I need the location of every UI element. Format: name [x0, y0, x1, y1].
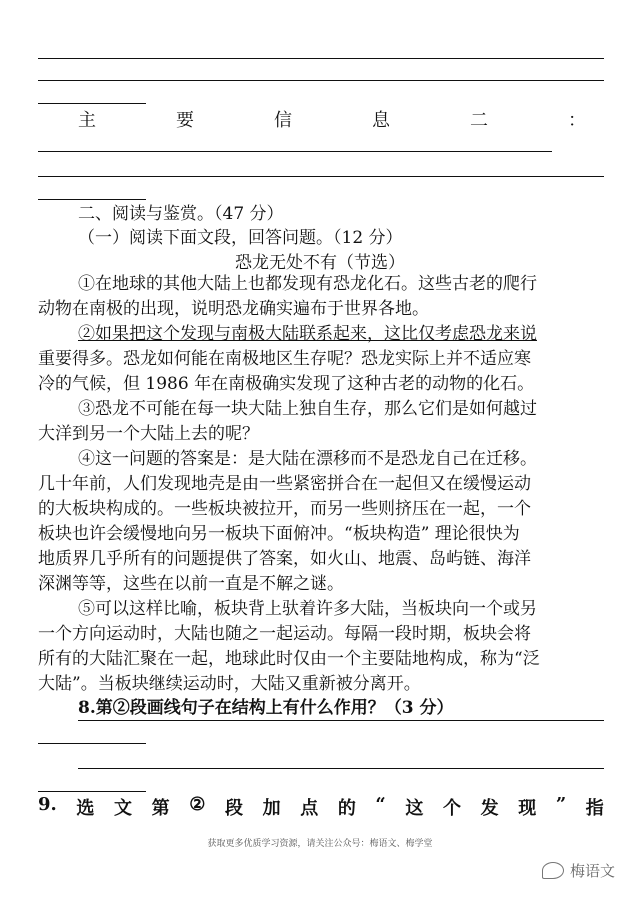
q9-char: 发 — [480, 798, 499, 819]
section-heading: 二、阅读与鉴赏。（47 分） — [78, 204, 284, 224]
article-line: 的大板块构成的。一些板块被拉开，而另一些则挤压在一起，一个 — [38, 499, 531, 519]
sub-heading: （一）阅读下面文段，回答问题。（12 分） — [78, 228, 403, 248]
footer-text: 获取更多优质学习资源，请关注公众号：梅语文、梅学堂 — [207, 839, 433, 849]
question-8: 8.第②段画线句子在结构上有什么作用？（3 分） — [78, 698, 454, 718]
article-title: 恐龙无处不有（节选） — [235, 253, 405, 273]
q9-char: 这 — [405, 798, 424, 819]
article-line: ④这一问题的答案是：是大陆在漂移而不是恐龙自己在迁移。 — [78, 449, 537, 469]
article-line: 深渊等等，这些在以前一直是不解之谜。 — [38, 574, 344, 594]
logo — [542, 860, 615, 881]
article-line-underlined: ②如果把这个发现与南极大陆联系起来，这比仅考虑恐龙来说 — [78, 324, 537, 344]
q9-char: ” — [555, 794, 567, 815]
question-9 — [38, 794, 604, 820]
q9-char: 第 — [151, 798, 170, 819]
heading-char: 二 — [470, 110, 488, 131]
wechat-icon — [542, 862, 564, 879]
heading-char: 要 — [176, 110, 194, 131]
answer-line — [78, 720, 604, 721]
article-line: 大陆”。当板块继续运动时，大陆又重新被分离开。 — [38, 674, 421, 694]
answer-line — [38, 58, 604, 59]
answer-line — [78, 768, 604, 769]
article-line: 动物在南极的出现，说明恐龙确实遍布于世界各地。 — [38, 299, 429, 319]
heading-char: 息 — [372, 110, 390, 131]
article-line: 大洋到另一个大陆上去的呢？ — [38, 424, 259, 444]
article-line: 板块也许会缓慢地向另一板块下面俯冲。“板块构造” 理论很快为 — [38, 524, 520, 544]
answer-line — [38, 199, 146, 200]
q9-char: 指 — [585, 798, 604, 819]
heading-char: 信 — [274, 110, 292, 131]
article-line: ⑤可以这样比喻，板块背上驮着许多大陆，当板块向一个或另 — [78, 599, 537, 619]
logo-text: 梅语文 — [570, 862, 616, 880]
q9-char: 现 — [518, 798, 537, 819]
q9-char: ② — [189, 794, 206, 815]
q9-char: 点 — [300, 798, 319, 819]
answer-line — [38, 80, 604, 81]
q9-char: 的 — [337, 798, 356, 819]
main-info-two-heading — [78, 106, 586, 132]
answer-line — [38, 176, 604, 177]
heading-char: 主 — [78, 110, 96, 131]
heading-char: ： — [568, 110, 586, 131]
article-line: 所有的大陆汇聚在一起，地球此时仅由一个主要陆地构成，称为“泛 — [38, 649, 540, 669]
article-line: 几十年前，人们发现地壳是由一些紧密拼合在一起但又在缓慢运动 — [38, 474, 531, 494]
q9-char: 加 — [262, 798, 281, 819]
q9-char: 选 — [76, 798, 95, 819]
answer-line — [38, 151, 552, 152]
answer-line — [38, 791, 146, 792]
article-line: 地质界几乎所有的问题提供了答案，如火山、地震、岛屿链、海洋 — [38, 549, 531, 569]
article-line: 重要得多。恐龙如何能在南极地区生存呢？恐龙实际上并不适应寒 — [38, 349, 531, 369]
article-line: ③恐龙不可能在每一块大陆上独自生存，那么它们是如何越过 — [78, 399, 537, 419]
answer-line — [38, 103, 146, 104]
q9-char: “ — [375, 794, 386, 815]
answer-line — [38, 743, 146, 744]
q9-char: 个 — [443, 798, 461, 819]
q9-char: 文 — [114, 798, 133, 819]
article-line: ①在地球的其他大陆上也都发现有恐龙化石。这些古老的爬行 — [78, 274, 537, 294]
q9-char: 段 — [224, 798, 243, 819]
article-line: 一个方向运动时，大陆也随之一起运动。每隔一段时期，板块会将 — [38, 624, 531, 644]
article-line: 冷的气候，但 1986 年在南极确实发现了这种古老的动物的化石。 — [38, 374, 535, 394]
q9-char: 9. — [38, 794, 57, 815]
